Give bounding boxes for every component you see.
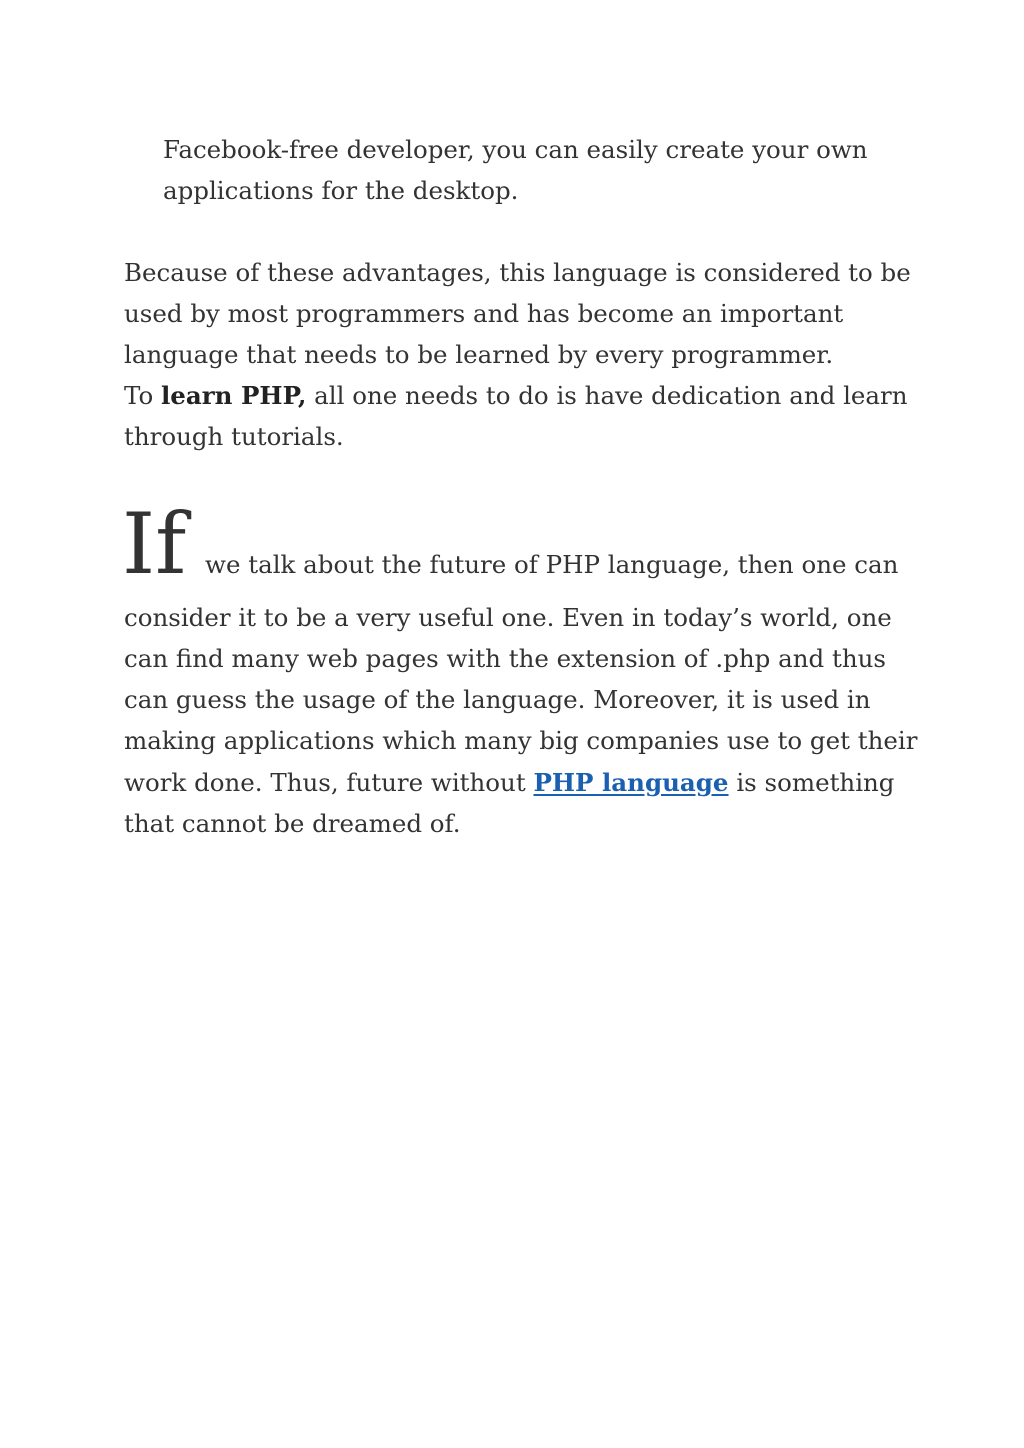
paragraph-1-line-2: applications for the desktop. bbox=[163, 176, 519, 205]
line-4-prefix: To bbox=[124, 381, 161, 410]
paragraph-3-line-5: making applications which many big companies use to get their bbox=[124, 726, 918, 755]
paragraph-2-line-3: language that needs to be learned by every programmer. bbox=[124, 340, 834, 369]
paragraph-3-line-6 bbox=[124, 767, 895, 799]
php-language-link[interactable]: PHP language bbox=[533, 768, 729, 797]
paragraph-3-line-4: can guess the usage of the language. Moreover, it is used in bbox=[124, 685, 871, 714]
paragraph-3-line-2: consider it to be a very useful one. Even in today’s world, one bbox=[124, 603, 892, 632]
line-6-suffix: is something bbox=[728, 768, 895, 797]
drop-cap: If bbox=[122, 495, 187, 593]
paragraph-3-line-1: we talk about the future of PHP language, then one can bbox=[205, 550, 899, 579]
line-4-suffix: all one needs to do is have dedication and learn bbox=[306, 381, 908, 410]
paragraph-3-line-3: can find many web pages with the extension of .php and thus bbox=[124, 644, 886, 673]
paragraph-1-line-1: Facebook-free developer, you can easily create your own bbox=[163, 135, 868, 164]
paragraph-3-line-7: that cannot be dreamed of. bbox=[124, 809, 461, 838]
paragraph-2-line-4 bbox=[124, 380, 908, 412]
paragraph-2-line-5: through tutorials. bbox=[124, 422, 344, 451]
line-6-prefix: work done. Thus, future without bbox=[124, 768, 534, 797]
learn-php-bold: learn PHP, bbox=[160, 381, 307, 410]
paragraph-2-line-2: used by most programmers and has become an important bbox=[124, 299, 844, 328]
paragraph-2-line-1: Because of these advantages, this language is considered to be bbox=[124, 258, 911, 287]
